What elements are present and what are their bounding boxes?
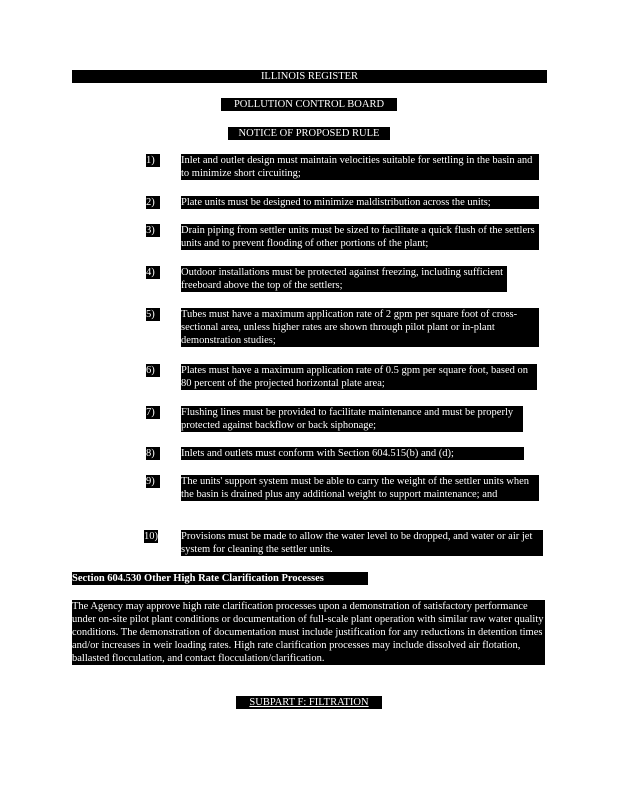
- board-name: POLLUTION CONTROL BOARD: [221, 98, 397, 111]
- item-text: Inlets and outlets must conform with Section 604.515(b) and (d);: [181, 447, 524, 460]
- item-number: 8): [146, 447, 160, 460]
- item-number: 6): [146, 364, 160, 377]
- item-number: 4): [146, 266, 160, 279]
- item-text: Tubes must have a maximum application rate of 2 gpm per square foot of cross-sectional area, unless higher rates are shown through pilot plant or in-plant demonstration studies;: [181, 308, 539, 347]
- item-text: Flushing lines must be provided to facilitate maintenance and must be properly protected against backflow or back siphonage;: [181, 406, 523, 432]
- notice-title: NOTICE OF PROPOSED RULE: [228, 127, 390, 140]
- item-number: 3): [146, 224, 160, 237]
- item-number: 2): [146, 196, 160, 209]
- item-text: Provisions must be made to allow the water level to be dropped, and water or air jet system for cleaning the settler units.: [181, 530, 543, 556]
- item-text: Outdoor installations must be protected against freezing, including sufficient freeboard above the top of the settlers;: [181, 266, 507, 292]
- section-heading: Section 604.530 Other High Rate Clarification Processes: [72, 572, 368, 585]
- subpart-heading: SUBPART F: FILTRATION: [236, 696, 382, 709]
- item-text: Plates must have a maximum application rate of 0.5 gpm per square foot, based on 80 percent of the projected horizontal plate area;: [181, 364, 537, 390]
- item-text: Drain piping from settler units must be sized to facilitate a quick flush of the settlers units and to prevent flooding of other portions of the plant;: [181, 224, 539, 250]
- item-text: The units' support system must be able to carry the weight of the settler units when the basin is drained plus any additional weight to support maintenance; and: [181, 475, 539, 501]
- item-number: 7): [146, 406, 160, 419]
- item-text: Inlet and outlet design must maintain velocities suitable for settling in the basin and to minimize short circuiting;: [181, 154, 539, 180]
- item-text: Plate units must be designed to minimize maldistribution across the units;: [181, 196, 539, 209]
- section-body: The Agency may approve high rate clarification processes upon a demonstration of satisfactory performance under on-site pilot plant conditions or documentation of full-scale plant operation with similar raw water quality conditions. The demonstration of documentation must include justification for any reductions in detention times and/or increases in weir loading rates. High rate clarification processes may include dissolved air flotation, ballasted flocculation, and contact flocculation/clarification.: [72, 601, 544, 664]
- item-number: 9): [146, 475, 160, 488]
- item-number: 10): [144, 531, 158, 542]
- item-number: 5): [146, 308, 160, 321]
- item-number: 1): [146, 154, 160, 167]
- register-header: ILLINOIS REGISTER: [72, 70, 547, 83]
